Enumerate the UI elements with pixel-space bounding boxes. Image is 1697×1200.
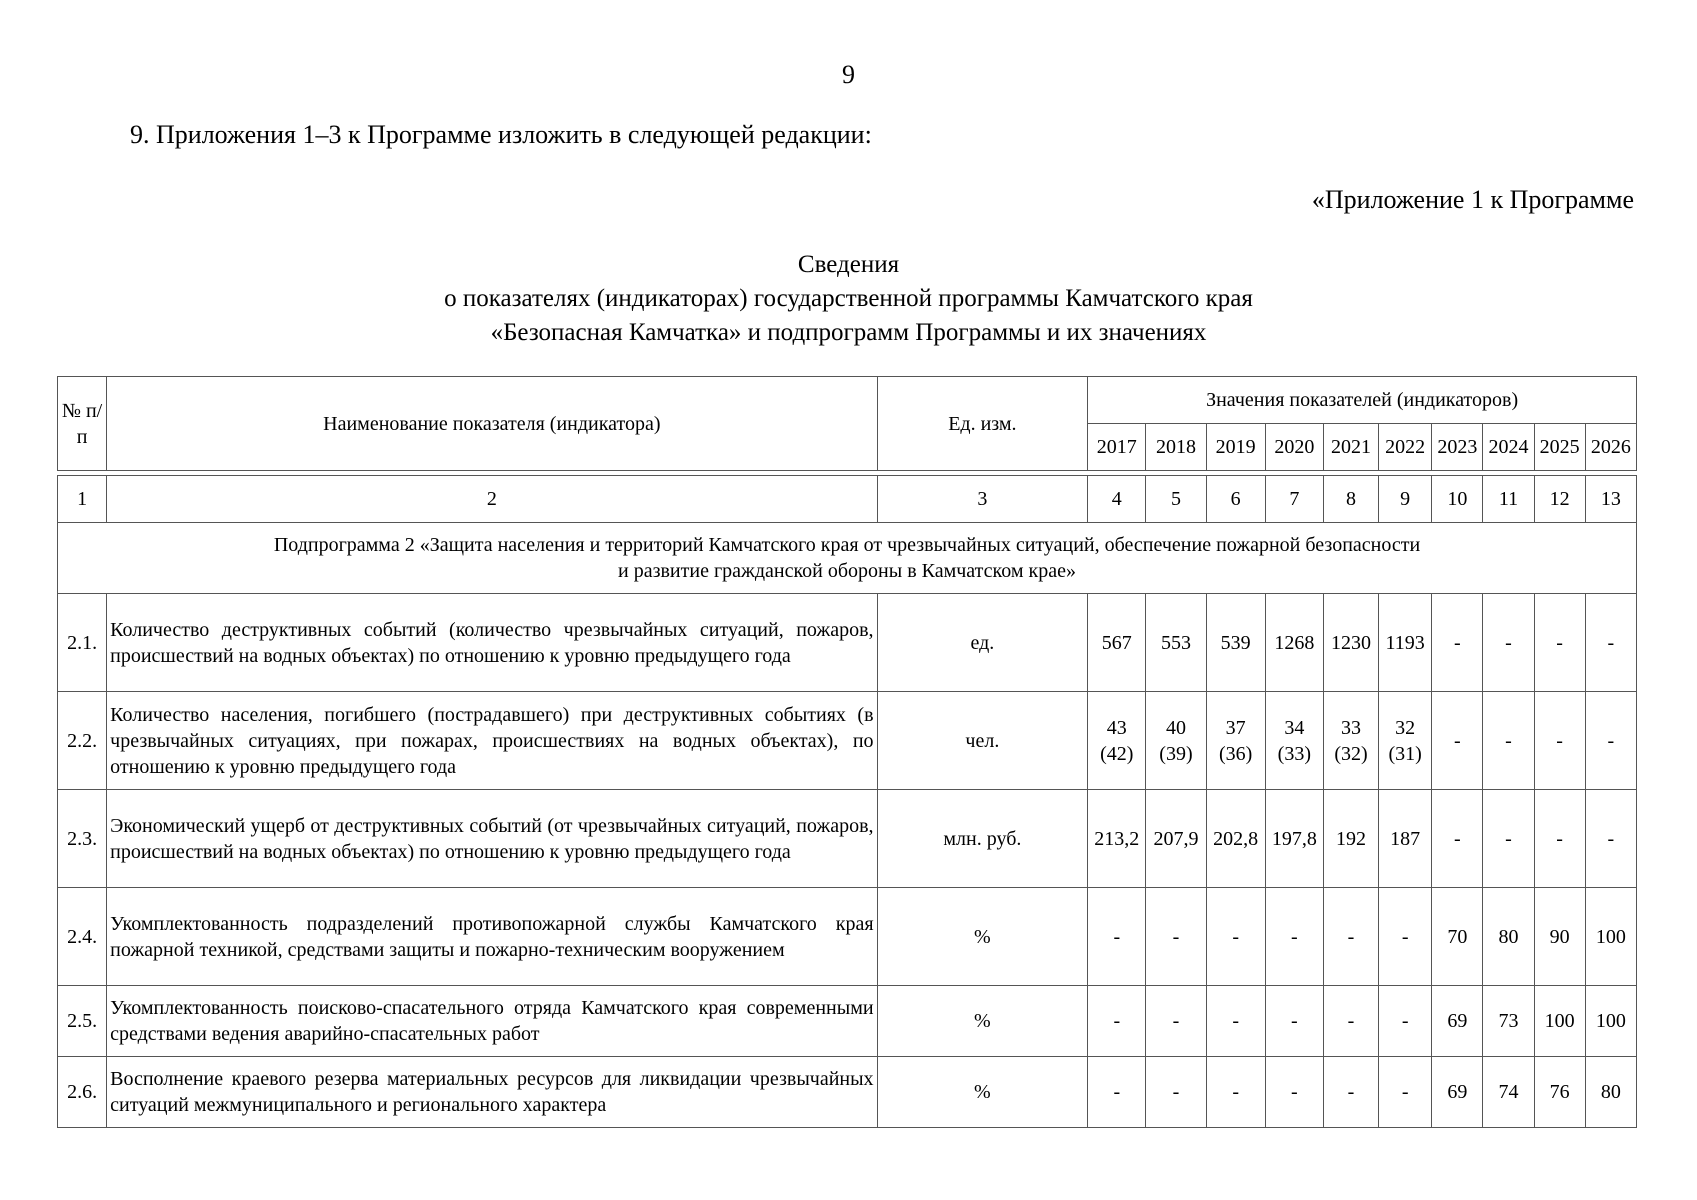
indicator-value: 76 bbox=[1534, 1057, 1585, 1128]
indicator-unit: % bbox=[877, 1057, 1088, 1128]
indicator-name: Количество населения, погибшего (пострадавшего) при деструктивных событиях (в чрезвычайных ситуациях, при пожарах, происшествиях на водных объектах), по отношению к уровню предыдущего года bbox=[107, 692, 877, 790]
indicator-name: Восполнение краевого резерва материальных ресурсов для ликвидации чрезвычайных ситуаций межмуниципального и регионального характера bbox=[107, 1057, 877, 1128]
indicator-value: 100 bbox=[1534, 986, 1585, 1057]
indicator-value: - bbox=[1483, 692, 1534, 790]
table-row bbox=[58, 790, 1637, 888]
indicator-value: 100 bbox=[1585, 888, 1636, 986]
row-number: 2.6. bbox=[58, 1057, 107, 1128]
indicator-name: Экономический ущерб от деструктивных событий (от чрезвычайных ситуаций, пожаров, происшествий на водных объектах) по отношению к уровню предыдущего года bbox=[107, 790, 877, 888]
indicator-value: - bbox=[1206, 888, 1265, 986]
indicator-value: - bbox=[1323, 888, 1378, 986]
indicator-value: 539 bbox=[1206, 594, 1265, 692]
indicator-name: Укомплектованность подразделений противопожарной службы Камчатского края пожарной техникой, средствами защиты и пожарно-техническим вооружением bbox=[107, 888, 877, 986]
indicator-value: 34 (33) bbox=[1265, 692, 1323, 790]
column-index: 13 bbox=[1585, 476, 1636, 523]
appendix-reference: «Приложение 1 к Программе bbox=[1311, 185, 1634, 214]
indicator-value: 1230 bbox=[1323, 594, 1378, 692]
indicator-value: - bbox=[1206, 1057, 1265, 1128]
intro-paragraph: 9. Приложения 1–3 к Программе изложить в следующей редакции: bbox=[130, 120, 872, 149]
indicator-unit: % bbox=[877, 888, 1088, 986]
table-row bbox=[58, 692, 1637, 790]
header-year: 2026 bbox=[1585, 424, 1636, 471]
column-index: 11 bbox=[1483, 476, 1534, 523]
table-header-row bbox=[58, 377, 1637, 424]
row-number: 2.5. bbox=[58, 986, 107, 1057]
indicator-value: - bbox=[1432, 594, 1483, 692]
indicator-name: Укомплектованность поисково-спасательного отряда Камчатского края современными средствами ведения аварийно-спасательных работ bbox=[107, 986, 877, 1057]
document-title bbox=[0, 248, 1697, 350]
indicator-unit: млн. руб. bbox=[877, 790, 1088, 888]
indicator-value: 567 bbox=[1088, 594, 1146, 692]
column-index: 7 bbox=[1265, 476, 1323, 523]
header-year: 2018 bbox=[1146, 424, 1206, 471]
row-number: 2.2. bbox=[58, 692, 107, 790]
subprogram-row bbox=[58, 523, 1637, 594]
table-row bbox=[58, 1057, 1637, 1128]
header-year: 2022 bbox=[1379, 424, 1432, 471]
indicator-value: 90 bbox=[1534, 888, 1585, 986]
indicator-value: - bbox=[1088, 1057, 1146, 1128]
indicator-value: 192 bbox=[1323, 790, 1378, 888]
indicator-value: - bbox=[1534, 594, 1585, 692]
header-year: 2019 bbox=[1206, 424, 1265, 471]
indicator-value: - bbox=[1432, 692, 1483, 790]
column-index: 10 bbox=[1432, 476, 1483, 523]
indicator-value: - bbox=[1585, 594, 1636, 692]
row-number: 2.3. bbox=[58, 790, 107, 888]
column-index: 8 bbox=[1323, 476, 1378, 523]
indicator-value: 40 (39) bbox=[1146, 692, 1206, 790]
row-number: 2.4. bbox=[58, 888, 107, 986]
table-row bbox=[58, 594, 1637, 692]
table-body bbox=[58, 594, 1637, 1128]
subprogram-line-2: и развитие гражданской обороны в Камчатском крае» bbox=[618, 560, 1076, 582]
page-number: 9 bbox=[842, 60, 855, 89]
title-line-2: о показателях (индикаторах) государственной программы Камчатского края bbox=[444, 285, 1253, 312]
indicator-value: - bbox=[1265, 888, 1323, 986]
indicator-value: - bbox=[1379, 1057, 1432, 1128]
indicator-unit: % bbox=[877, 986, 1088, 1057]
indicator-unit: ед. bbox=[877, 594, 1088, 692]
indicator-value: 1193 bbox=[1379, 594, 1432, 692]
indicator-name: Количество деструктивных событий (количество чрезвычайных ситуаций, пожаров, происшествий на водных объектах) по отношению к уровню предыдущего года bbox=[107, 594, 877, 692]
indicator-value: 70 bbox=[1432, 888, 1483, 986]
indicator-value: 37 (36) bbox=[1206, 692, 1265, 790]
indicator-value: 69 bbox=[1432, 986, 1483, 1057]
indicator-value: - bbox=[1323, 986, 1378, 1057]
indicator-value: 74 bbox=[1483, 1057, 1534, 1128]
header-year: 2021 bbox=[1323, 424, 1378, 471]
subprogram-line-1: Подпрограмма 2 «Защита населения и территорий Камчатского края от чрезвычайных ситуаций, обеспечение пожарной безопасности bbox=[273, 534, 1421, 556]
indicator-value: 80 bbox=[1483, 888, 1534, 986]
indicator-value: - bbox=[1483, 790, 1534, 888]
indicator-value: 202,8 bbox=[1206, 790, 1265, 888]
indicator-value: - bbox=[1146, 986, 1206, 1057]
title-line-3: «Безопасная Камчатка» и подпрограмм Программы и их значениях bbox=[490, 319, 1207, 346]
header-year: 2023 bbox=[1432, 424, 1483, 471]
column-index: 5 bbox=[1146, 476, 1206, 523]
header-unit: Ед. изм. bbox=[877, 377, 1088, 471]
indicator-value: 80 bbox=[1585, 1057, 1636, 1128]
indicator-value: 197,8 bbox=[1265, 790, 1323, 888]
indicator-value: 33 (32) bbox=[1323, 692, 1378, 790]
indicator-value: - bbox=[1585, 692, 1636, 790]
indicator-value: - bbox=[1534, 692, 1585, 790]
row-number: 2.1. bbox=[58, 594, 107, 692]
header-year: 2017 bbox=[1088, 424, 1146, 471]
header-num: № п/п bbox=[58, 377, 107, 471]
indicators-table bbox=[57, 376, 1637, 1128]
column-index: 12 bbox=[1534, 476, 1585, 523]
column-index: 6 bbox=[1206, 476, 1265, 523]
indicator-value: 43 (42) bbox=[1088, 692, 1146, 790]
header-year: 2020 bbox=[1265, 424, 1323, 471]
header-name: Наименование показателя (индикатора) bbox=[107, 377, 877, 471]
header-values: Значения показателей (индикаторов) bbox=[1088, 377, 1637, 424]
indicator-value: - bbox=[1432, 790, 1483, 888]
column-index: 3 bbox=[877, 476, 1088, 523]
indicator-value: - bbox=[1146, 888, 1206, 986]
indicator-value: - bbox=[1146, 1057, 1206, 1128]
indicator-value: - bbox=[1585, 790, 1636, 888]
indicator-value: - bbox=[1265, 986, 1323, 1057]
column-index: 2 bbox=[107, 476, 877, 523]
column-index-row bbox=[58, 476, 1637, 523]
indicator-value: - bbox=[1379, 986, 1432, 1057]
indicator-value: 207,9 bbox=[1146, 790, 1206, 888]
indicator-value: 1268 bbox=[1265, 594, 1323, 692]
indicator-value: 553 bbox=[1146, 594, 1206, 692]
column-index: 1 bbox=[58, 476, 107, 523]
title-line-1: Сведения bbox=[797, 251, 900, 278]
indicator-value: 213,2 bbox=[1088, 790, 1146, 888]
indicator-unit: чел. bbox=[877, 692, 1088, 790]
indicator-value: - bbox=[1088, 888, 1146, 986]
indicator-value: - bbox=[1379, 888, 1432, 986]
table-row bbox=[58, 986, 1637, 1057]
header-year: 2025 bbox=[1534, 424, 1585, 471]
indicator-value: 187 bbox=[1379, 790, 1432, 888]
header-year: 2024 bbox=[1483, 424, 1534, 471]
indicator-value: - bbox=[1206, 986, 1265, 1057]
indicator-value: - bbox=[1088, 986, 1146, 1057]
indicator-value: 73 bbox=[1483, 986, 1534, 1057]
column-index: 4 bbox=[1088, 476, 1146, 523]
indicator-value: - bbox=[1323, 1057, 1378, 1128]
table-row bbox=[58, 888, 1637, 986]
indicator-value: - bbox=[1265, 1057, 1323, 1128]
indicator-value: 100 bbox=[1585, 986, 1636, 1057]
column-index: 9 bbox=[1379, 476, 1432, 523]
indicator-value: - bbox=[1483, 594, 1534, 692]
indicator-value: 32 (31) bbox=[1379, 692, 1432, 790]
indicator-value: - bbox=[1534, 790, 1585, 888]
subprogram-title bbox=[58, 523, 1637, 594]
indicator-value: 69 bbox=[1432, 1057, 1483, 1128]
